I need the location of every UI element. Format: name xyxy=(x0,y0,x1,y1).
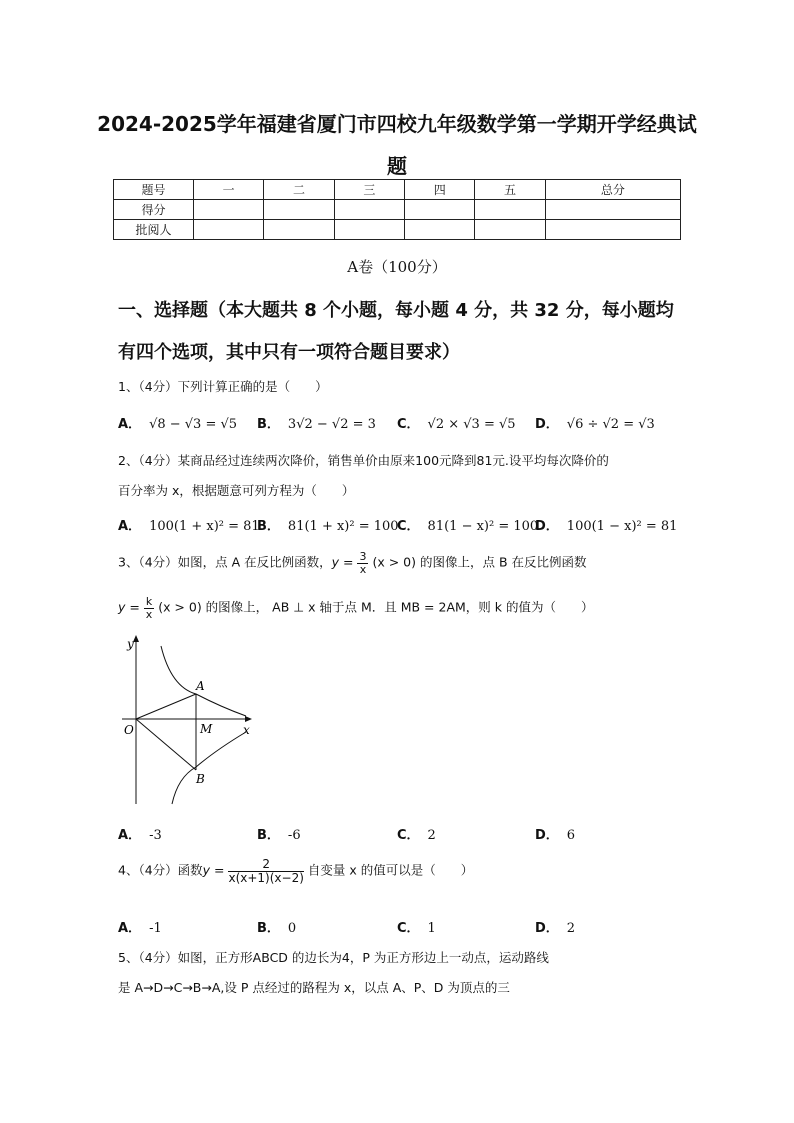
q4-option-b[interactable]: B． 0 xyxy=(257,921,297,936)
table-cell: 批阅人 xyxy=(114,220,194,240)
label-x: x xyxy=(243,723,250,737)
q3-function-graph xyxy=(116,632,256,810)
segment-oa xyxy=(136,694,196,719)
score-cell[interactable] xyxy=(334,200,404,220)
score-cell[interactable] xyxy=(405,220,475,240)
document-title-line1: 2024-2025学年福建省厦门市四校九年级数学第一学期开学经典试 xyxy=(97,112,697,136)
label-y: y xyxy=(127,637,134,651)
score-cell[interactable] xyxy=(545,200,680,220)
question-3-stem-line1: 3、（4分）如图，点 A 在反比例函数，y = $\frac{3}{x}$ (x > 0) 的图像上，点 B 在反比例函数 xyxy=(118,550,587,576)
table-cell: 得分 xyxy=(114,200,194,220)
score-table-row xyxy=(114,200,681,220)
fraction-k-over-x: $\frac{k}{x}$ xyxy=(145,595,153,621)
document-title-line2: 题 xyxy=(387,154,407,178)
score-cell[interactable] xyxy=(475,220,545,240)
label-point-m: M xyxy=(200,722,213,736)
score-cell[interactable] xyxy=(405,200,475,220)
q2-option-d[interactable]: D． 100(1 − x)² = 81 xyxy=(535,519,678,534)
table-cell: 三 xyxy=(334,180,404,200)
q3-option-b[interactable]: B． -6 xyxy=(257,828,301,843)
q3-option-c[interactable]: C． 2 xyxy=(397,828,436,843)
q4-option-d[interactable]: D． 2 xyxy=(535,921,576,936)
score-cell[interactable] xyxy=(264,200,334,220)
score-cell[interactable] xyxy=(475,200,545,220)
table-cell: 总分 xyxy=(545,180,680,200)
q3-option-a[interactable]: A． -3 xyxy=(118,828,162,843)
q1-option-a[interactable]: A． √8 − √3 = √5 xyxy=(118,417,238,432)
question-2-stem-line1: 2、（4分）某商品经过连续两次降价，销售单价由原来100元降到81元.设平均每次降价的 xyxy=(118,453,609,468)
q1-option-b[interactable]: B． 3√2 − √2 = 3 xyxy=(257,417,376,432)
table-cell: 二 xyxy=(264,180,334,200)
paper-section-label: A卷（100分） xyxy=(347,258,447,276)
y-axis-arrow-icon xyxy=(133,635,139,642)
score-table-header-row xyxy=(114,180,681,200)
question-5-stem-line1: 5、（4分）如图，正方形ABCD 的边长为4，P 为正方形边上一动点，运动路线 xyxy=(118,950,549,965)
table-cell: 四 xyxy=(405,180,475,200)
section-heading-line1: 一、选择题（本大题共 8 个小题，每小题 4 分，共 32 分，每小题均 xyxy=(118,300,674,321)
label-point-a: A xyxy=(196,679,205,693)
score-cell[interactable] xyxy=(334,220,404,240)
table-cell: 五 xyxy=(475,180,545,200)
section-heading-line2: 有四个选项，其中只有一项符合题目要求） xyxy=(118,342,460,363)
score-cell[interactable] xyxy=(194,200,264,220)
label-point-b: B xyxy=(196,772,205,786)
q4-option-a[interactable]: A． -1 xyxy=(118,921,162,936)
question-5-stem-line2: 是 A→D→C→B→A,设 P 点经过的路程为 x，以点 A、P、D 为顶点的三 xyxy=(118,980,510,995)
fraction-q4: $\frac{2}{x(x+1)(x-2)}$ xyxy=(228,857,304,885)
question-2-stem-line2: 百分率为 x，根据题意可列方程为（ ） xyxy=(118,483,355,498)
fraction-3-over-x: $\frac{3}{x}$ xyxy=(359,550,367,576)
q2-option-b[interactable]: B． 81(1 + x)² = 100 xyxy=(257,519,399,534)
q1-option-d[interactable]: D． √6 ÷ √2 = √3 xyxy=(535,417,655,432)
lower-hyperbola-curve xyxy=(172,732,246,804)
question-3-stem-line2: y = $\frac{k}{x}$ (x > 0) 的图像上， AB ⊥ x 轴于点 M．且 MB = 2AM，则 k 的值为（ ） xyxy=(118,595,594,621)
table-cell: 题号 xyxy=(114,180,194,200)
q1-option-c[interactable]: C． √2 × √3 = √5 xyxy=(397,417,516,432)
score-table xyxy=(113,179,681,240)
table-cell: 一 xyxy=(194,180,264,200)
q2-option-c[interactable]: C． 81(1 − x)² = 100 xyxy=(397,519,539,534)
label-origin: O xyxy=(124,723,134,737)
question-1-stem: 1、（4分）下列计算正确的是（ ） xyxy=(118,379,328,394)
q4-option-c[interactable]: C． 1 xyxy=(397,921,436,936)
x-axis-arrow-icon xyxy=(245,716,252,722)
score-cell[interactable] xyxy=(545,220,680,240)
score-cell[interactable] xyxy=(264,220,334,240)
segment-ob xyxy=(136,719,196,770)
q2-option-a[interactable]: A． 100(1 + x)² = 81 xyxy=(118,519,260,534)
question-4-stem: 4、（4分）函数y = $\frac{2}{x(x+1)(x-2)}$ 自变量 x 的值可以是（ ） xyxy=(118,857,474,885)
q3-option-d[interactable]: D． 6 xyxy=(535,828,576,843)
score-table-row xyxy=(114,220,681,240)
score-cell[interactable] xyxy=(194,220,264,240)
